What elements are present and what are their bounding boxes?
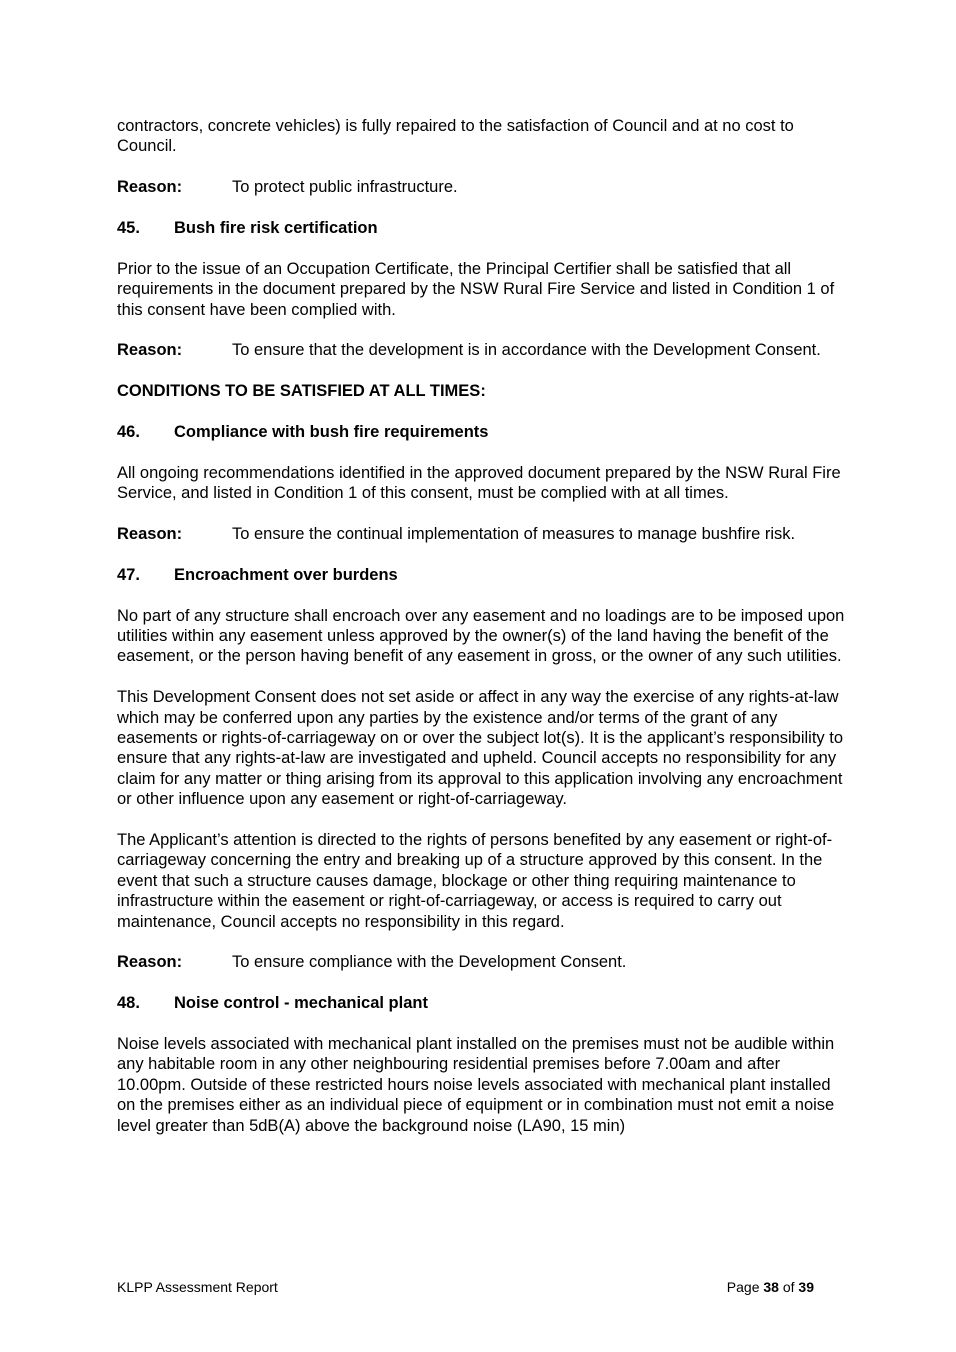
reason-label: Reason: xyxy=(117,953,183,972)
condition-heading-48 xyxy=(117,993,845,1013)
condition-number: 48. xyxy=(117,994,140,1013)
total-pages: 39 xyxy=(798,1279,814,1295)
page-word: Page xyxy=(726,1279,760,1295)
condition-title: Encroachment over burdens xyxy=(174,565,398,584)
reason-label: Reason: xyxy=(117,178,183,197)
condition-number: 47. xyxy=(117,565,140,584)
reason-text: To protect public infrastructure. xyxy=(232,178,458,197)
page-number xyxy=(727,1278,814,1296)
condition-47-text-a: No part of any structure shall encroach over any easement and no loadings are to be imposed upon utilities within any easement unless approved by the owner(s) of the land having the benefit of the easement, or the person having benefit of any easement in gross, or the owner of any such utilities. xyxy=(117,606,845,666)
reason-text: To ensure compliance with the Development Consent. xyxy=(232,953,627,972)
reason-text: To ensure that the development is in accordance with the Development Consent. xyxy=(232,341,821,360)
of-word: of xyxy=(782,1279,795,1295)
condition-number: 46. xyxy=(117,423,140,441)
condition-45-text: Prior to the issue of an Occupation Certificate, the Principal Certifier shall be satisfied that all requirements in the document prepared by the NSW Rural Fire Service and listed in Condition 1 of this consent have been complied with. xyxy=(117,259,835,319)
condition-number: 45. xyxy=(117,219,140,237)
condition-heading-47 xyxy=(117,565,845,585)
condition-46-text: All ongoing recommendations identified in the approved document prepared by the NSW Rural Fire Service, and listed in Condition 1 of this consent, must be complied with at all times. xyxy=(117,463,841,503)
reason-label: Reason: xyxy=(117,525,183,543)
reason-row xyxy=(117,524,845,544)
current-page: 38 xyxy=(763,1279,779,1295)
condition-title: Noise control - mechanical plant xyxy=(174,994,428,1013)
condition-47-text-c: The Applicant’s attention is directed to the rights of persons benefited by any easement or right-of-carriageway concerning the entry and breaking up of a structure approved by this consent. In the event that such a structure causes damage, blockage or other thing requiring maintenance to infrastructure within the easement or right-of-carriageway, or access is required to carry out maintenance, Council accepts no responsibility in this regard. xyxy=(117,831,833,931)
document-body xyxy=(117,116,845,1136)
paragraph-continuation: contractors, concrete vehicles) is fully repaired to the satisfaction of Council and at no cost to Council. xyxy=(117,117,794,156)
reason-text: To ensure the continual implementation of measures to manage bushfire risk. xyxy=(232,525,796,543)
condition-title: Bush fire risk certification xyxy=(174,219,378,237)
condition-heading-46 xyxy=(117,422,845,442)
condition-48-text: Noise levels associated with mechanical plant installed on the premises must not be audible within any habitable room in any other neighbouring residential premises before 7.00am and after 10.00pm. Outside of these restricted hours noise levels associated with mechanical plant installed on the premises either as an individual piece of equipment or in combination must not emit a noise level greater than 5dB(A) above the background noise (LA90, 15 min) xyxy=(117,1035,835,1135)
condition-heading-45 xyxy=(117,218,845,238)
reason-label: Reason: xyxy=(117,341,183,360)
condition-47-text-b: This Development Consent does not set aside or affect in any way the exercise of any rights-at-law which may be conferred upon any parties by the existence and/or terms of the grant of any easements or rights-of-carriageway on or over the subject lot(s). It is the applicant’s responsibility to ensure that any rights-at-law are investigated and upheld. Council accepts no responsibility for any claim for any matter or thing arising from its approval to this application involving any encroachment or other influence upon any easement or right-of-carriageway. xyxy=(117,688,844,809)
footer-report-title: KLPP Assessment Report xyxy=(117,1279,278,1295)
section-heading: CONDITIONS TO BE SATISFIED AT ALL TIMES: xyxy=(117,382,486,401)
page-footer xyxy=(117,1278,814,1296)
reason-row xyxy=(117,952,845,972)
reason-row xyxy=(117,177,845,197)
reason-row xyxy=(117,340,845,360)
condition-title: Compliance with bush fire requirements xyxy=(174,423,489,441)
